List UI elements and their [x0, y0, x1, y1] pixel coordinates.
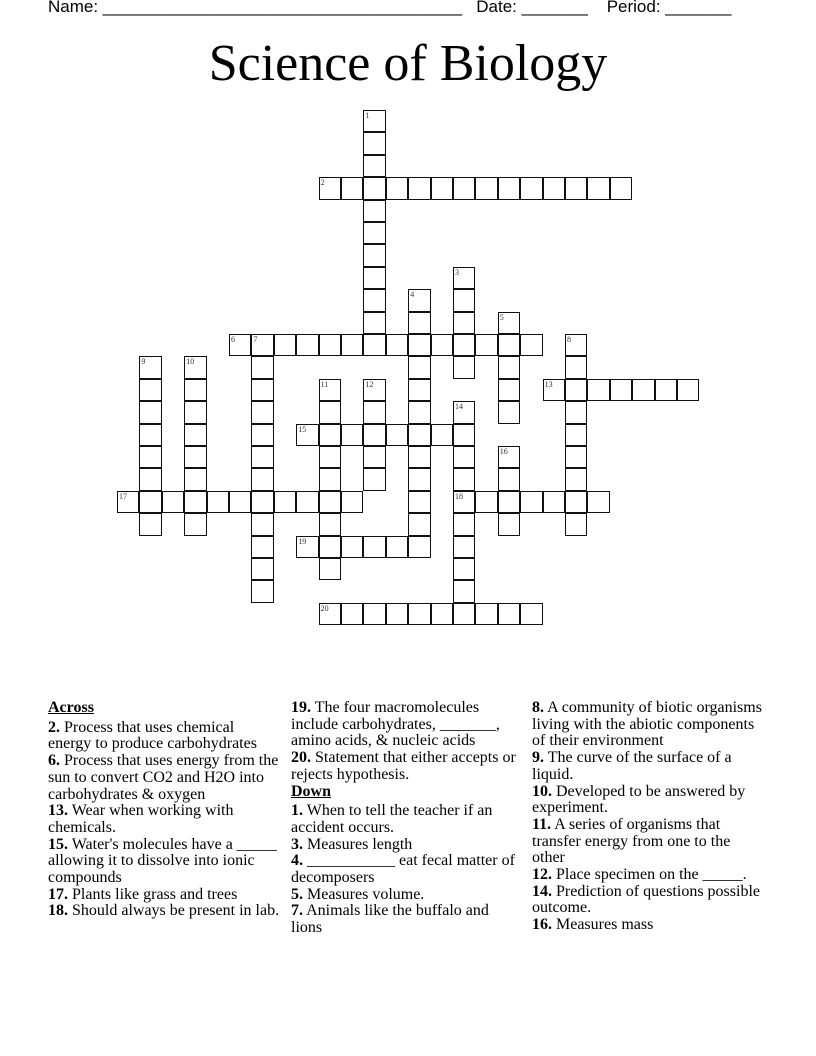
grid-cell[interactable] [408, 603, 430, 625]
grid-cell[interactable] [565, 513, 587, 535]
grid-cell[interactable] [408, 424, 430, 446]
grid-cell[interactable] [363, 177, 385, 199]
clue-number: 18 [455, 491, 463, 501]
grid-cell[interactable] [319, 424, 341, 446]
clue-across-6: 6. Process that uses energy from the sun to convert CO2 and H2O into carbohydrates & oxygen [48, 752, 279, 803]
grid-cell[interactable] [251, 424, 273, 446]
grid-cell[interactable] [386, 424, 408, 446]
grid-cell[interactable] [251, 513, 273, 535]
grid-cell[interactable] [677, 379, 699, 401]
grid-cell[interactable] [498, 379, 520, 401]
grid-cell[interactable] [251, 446, 273, 468]
grid-cell[interactable] [139, 379, 161, 401]
grid-cell[interactable] [319, 401, 341, 423]
clues-column-3 [532, 700, 764, 934]
grid-cell[interactable] [543, 177, 565, 199]
grid-cell[interactable] [498, 177, 520, 199]
grid-cell[interactable] [363, 603, 385, 625]
grid-cell[interactable] [431, 424, 453, 446]
clue-across-17: 17. Plants like grass and trees [48, 885, 238, 903]
clue-down-8: 8. A community of biotic organisms living with the abiotic components of their environment [532, 699, 762, 750]
clue-across-15: 15. Water's molecules have a _____ allowing it to dissolve into ionic compounds [48, 835, 277, 887]
grid-cell[interactable] [453, 424, 475, 446]
clue-down-14: 14. Prediction of questions possible outcome. [532, 882, 760, 917]
grid-cell[interactable] [520, 334, 542, 356]
grid-cell[interactable] [610, 177, 632, 199]
clue-number: 5 [499, 312, 504, 322]
grid-cell[interactable] [319, 603, 341, 625]
grid-cell[interactable] [520, 491, 542, 513]
grid-cell[interactable] [341, 424, 363, 446]
grid-cell[interactable] [453, 558, 475, 580]
clue-down-11: 11. A series of organisms that transfer energy from one to the other [532, 815, 731, 867]
grid-cell[interactable] [431, 177, 453, 199]
grid-cell[interactable] [139, 513, 161, 535]
grid-cell[interactable] [408, 177, 430, 199]
grid-cell[interactable] [184, 401, 206, 423]
grid-cell[interactable] [408, 289, 430, 311]
grid-cell[interactable] [363, 200, 385, 222]
grid-cell[interactable] [319, 446, 341, 468]
grid-cell[interactable] [207, 491, 229, 513]
grid-cell[interactable] [408, 446, 430, 468]
grid-cell[interactable] [453, 513, 475, 535]
grid-cell[interactable] [319, 491, 341, 513]
grid-cell[interactable] [363, 267, 385, 289]
grid-cell[interactable] [565, 334, 587, 356]
clue-number: 2 [320, 178, 325, 188]
clue-across-2: 2. Process that uses chemical energy to produce carbohydrates [48, 718, 257, 753]
grid-cell[interactable] [565, 446, 587, 468]
clue-number: 19 [298, 536, 307, 546]
grid-cell[interactable] [408, 356, 430, 378]
clue-number: 1 [365, 111, 370, 120]
grid-cell[interactable] [274, 334, 296, 356]
grid-cell[interactable] [363, 132, 385, 154]
clue-number: 16 [499, 447, 508, 456]
grid-cell[interactable] [408, 334, 430, 356]
grid-cell[interactable] [565, 356, 587, 378]
grid-cell[interactable] [251, 558, 273, 580]
grid-cell[interactable] [319, 558, 341, 580]
grid-cell[interactable] [139, 356, 161, 378]
grid-cell[interactable] [184, 491, 206, 513]
grid-cell[interactable] [475, 177, 497, 199]
grid-cell[interactable] [363, 222, 385, 244]
grid-cell[interactable] [565, 177, 587, 199]
grid-cell[interactable] [117, 491, 139, 513]
grid-cell[interactable] [408, 401, 430, 423]
grid-cell[interactable] [251, 356, 273, 378]
grid-cell[interactable] [498, 491, 520, 513]
grid-cell[interactable] [251, 491, 273, 513]
clues-column-1 [48, 700, 280, 920]
name-field[interactable]: Name: ______________________________________ [48, 0, 463, 16]
clue-down-1: 1. When to tell the teacher if an accident occurs. [291, 802, 493, 836]
grid-cell[interactable] [408, 379, 430, 401]
grid-cell[interactable] [565, 379, 587, 401]
grid-cell[interactable] [296, 491, 318, 513]
grid-cell[interactable] [184, 468, 206, 490]
grid-cell[interactable] [363, 334, 385, 356]
grid-cell[interactable] [610, 379, 632, 401]
clue-down-3: 3. Measures length [291, 835, 413, 853]
grid-cell[interactable] [251, 401, 273, 423]
grid-cell[interactable] [184, 446, 206, 468]
clue-down-12: 12. Place specimen on the _____. [532, 866, 747, 884]
clue-down-9: 9. The curve of the surface of a liquid. [532, 749, 732, 783]
clue-down-16: 16. Measures mass [532, 916, 654, 934]
grid-cell[interactable] [363, 401, 385, 423]
date-field[interactable]: Date: _______ [476, 0, 588, 16]
clue-number: 3 [455, 267, 459, 277]
grid-cell[interactable] [453, 289, 475, 311]
grid-cell[interactable] [139, 424, 161, 446]
clue-number: 7 [253, 335, 258, 344]
grid-cell[interactable] [453, 267, 475, 289]
clues-column-2 [291, 700, 516, 937]
across-heading: Across [48, 699, 94, 716]
grid-cell[interactable] [363, 110, 385, 132]
grid-cell[interactable] [139, 491, 161, 513]
grid-cell[interactable] [162, 491, 184, 513]
grid-cell[interactable] [408, 468, 430, 490]
grid-cell[interactable] [319, 536, 341, 558]
grid-cell[interactable] [319, 177, 341, 199]
clue-across-19: 19. The four macromolecules include carbohydrates, _______, amino acids, & nucleic acids [291, 699, 500, 750]
grid-cell[interactable] [229, 491, 251, 513]
grid-cell[interactable] [498, 468, 520, 490]
grid-cell[interactable] [498, 446, 520, 468]
grid-cell[interactable] [184, 513, 206, 535]
grid-cell[interactable] [565, 491, 587, 513]
grid-cell[interactable] [341, 603, 363, 625]
grid-cell[interactable] [453, 312, 475, 334]
grid-cell[interactable] [408, 312, 430, 334]
grid-cell[interactable] [363, 446, 385, 468]
grid-cell[interactable] [475, 334, 497, 356]
grid-cell[interactable] [341, 177, 363, 199]
grid-cell[interactable] [184, 356, 206, 378]
grid-cell[interactable] [408, 491, 430, 513]
clue-number: 13 [544, 379, 553, 389]
grid-cell[interactable] [341, 536, 363, 558]
clue-number: 14 [455, 402, 463, 412]
grid-cell[interactable] [386, 177, 408, 199]
grid-cell[interactable] [498, 312, 520, 334]
grid-cell[interactable] [453, 536, 475, 558]
clue-down-7: 7. Animals like the buffalo and lions [291, 902, 489, 937]
grid-cell[interactable] [139, 401, 161, 423]
grid-cell[interactable] [386, 536, 408, 558]
clue-across-20: 20. Statement that either accepts or rejects hypothesis. [291, 749, 516, 783]
grid-cell[interactable] [363, 312, 385, 334]
grid-cell[interactable] [251, 379, 273, 401]
grid-cell[interactable] [251, 468, 273, 490]
grid-cell[interactable] [498, 334, 520, 356]
grid-cell[interactable] [453, 356, 475, 378]
grid-cell[interactable] [565, 468, 587, 490]
page-title: Science of Biology [208, 35, 608, 92]
grid-cell[interactable] [319, 379, 341, 401]
grid-cell[interactable] [498, 401, 520, 423]
clue-number: 12 [365, 379, 374, 389]
grid-cell[interactable] [587, 491, 609, 513]
grid-cell[interactable] [319, 513, 341, 535]
grid-cell[interactable] [363, 244, 385, 266]
grid-cell[interactable] [431, 334, 453, 356]
grid-cell[interactable] [453, 491, 475, 513]
grid-cell[interactable] [184, 424, 206, 446]
clue-down-10: 10. Developed to be answered by experiment. [532, 782, 746, 817]
grid-cell[interactable] [139, 446, 161, 468]
grid-cell[interactable] [363, 536, 385, 558]
clue-number: 15 [298, 424, 307, 434]
grid-cell[interactable] [543, 491, 565, 513]
clue-down-4: 4. ___________ eat fecal matter of decomposers [291, 852, 515, 887]
grid-cell[interactable] [632, 379, 654, 401]
grid-cell[interactable] [431, 603, 453, 625]
grid-cell[interactable] [274, 491, 296, 513]
grid-cell[interactable] [341, 334, 363, 356]
grid-cell[interactable] [139, 468, 161, 490]
grid-cell[interactable] [475, 603, 497, 625]
grid-cell[interactable] [363, 289, 385, 311]
grid-cell[interactable] [251, 334, 273, 356]
grid-cell[interactable] [520, 603, 542, 625]
grid-cell[interactable] [453, 401, 475, 423]
student-info-line [48, 0, 731, 17]
clue-number: 4 [410, 290, 415, 300]
clue-number: 20 [320, 603, 329, 613]
grid-cell[interactable] [363, 379, 385, 401]
grid-cell[interactable] [498, 356, 520, 378]
grid-cell[interactable] [498, 513, 520, 535]
grid-cell[interactable] [363, 424, 385, 446]
grid-cell[interactable] [498, 603, 520, 625]
grid-cell[interactable] [251, 580, 273, 602]
grid-cell[interactable] [520, 177, 542, 199]
clue-down-5: 5. Measures volume. [291, 885, 425, 903]
clue-number: 10 [186, 357, 195, 367]
grid-cell[interactable] [543, 379, 565, 401]
grid-cell[interactable] [475, 491, 497, 513]
grid-cell[interactable] [453, 580, 475, 602]
grid-cell[interactable] [319, 334, 341, 356]
grid-cell[interactable] [453, 603, 475, 625]
grid-cell[interactable] [363, 468, 385, 490]
grid-cell[interactable] [565, 401, 587, 423]
grid-cell[interactable] [453, 446, 475, 468]
grid-cell[interactable] [296, 334, 318, 356]
grid-cell[interactable] [565, 424, 587, 446]
grid-cell[interactable] [408, 536, 430, 558]
clue-number: 11 [320, 379, 329, 389]
grid-cell[interactable] [184, 379, 206, 401]
clue-number: 8 [567, 335, 571, 344]
clue-across-18: 18. Should always be present in lab. [48, 902, 280, 920]
grid-cell[interactable] [319, 468, 341, 490]
period-field[interactable]: Period: _______ [606, 0, 732, 16]
grid-cell[interactable] [386, 334, 408, 356]
grid-cell[interactable] [453, 334, 475, 356]
grid-cell[interactable] [587, 379, 609, 401]
grid-cell[interactable] [453, 177, 475, 199]
grid-cell[interactable] [341, 491, 363, 513]
grid-cell[interactable] [363, 155, 385, 177]
clue-number: 17 [119, 491, 127, 501]
grid-cell[interactable] [296, 424, 318, 446]
grid-cell[interactable] [453, 468, 475, 490]
grid-cell[interactable] [386, 603, 408, 625]
grid-cell[interactable] [587, 177, 609, 199]
grid-cell[interactable] [655, 379, 677, 401]
grid-cell[interactable] [251, 536, 273, 558]
clue-number: 6 [231, 335, 235, 344]
crossword-grid [117, 110, 707, 630]
grid-cell[interactable] [296, 536, 318, 558]
grid-cell[interactable] [408, 513, 430, 535]
down-heading: Down [291, 782, 332, 800]
grid-cell[interactable] [229, 334, 251, 356]
clue-number: 9 [141, 357, 146, 367]
clue-across-13: 13. Wear when working with chemicals. [48, 802, 234, 836]
